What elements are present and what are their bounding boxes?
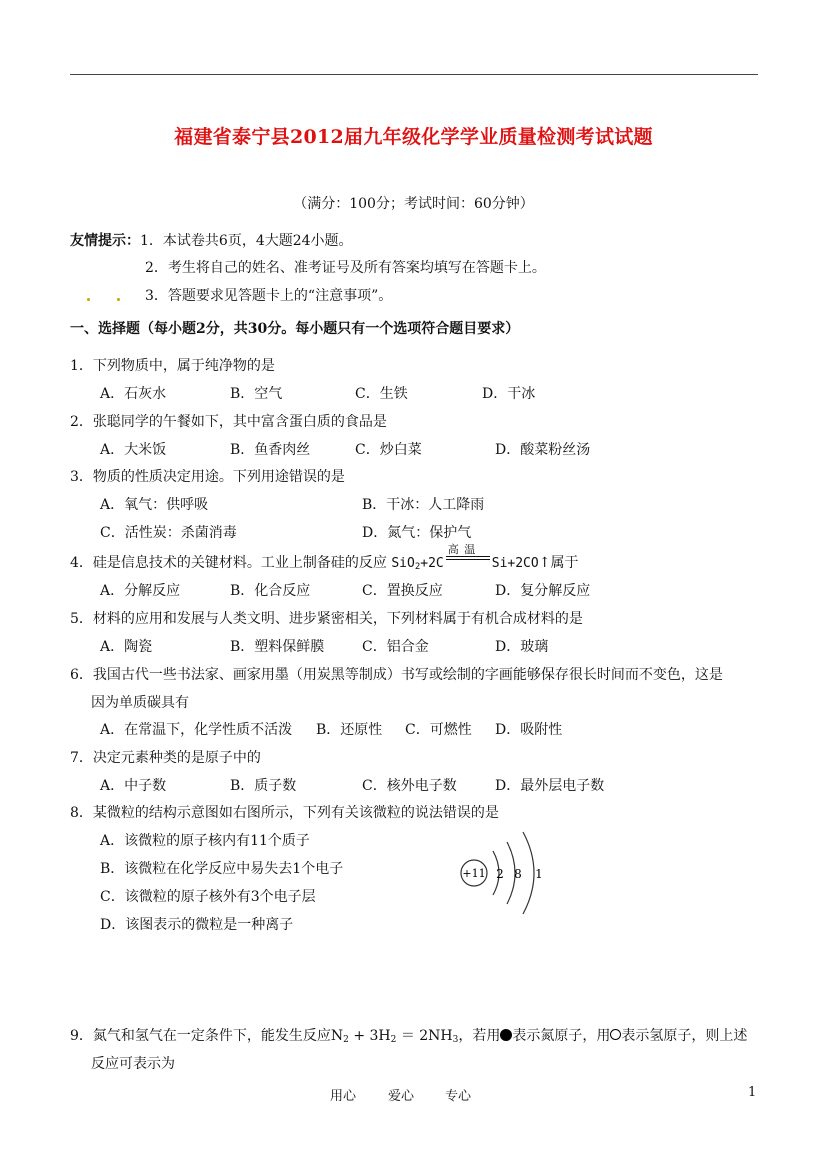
q1-option-b: B．空气	[230, 386, 283, 402]
footer-text-mid: 爱心	[388, 1089, 415, 1104]
footer-text-right: 专心	[445, 1089, 472, 1104]
q3-option-c: C．活性炭：杀菌消毒	[100, 525, 237, 541]
tip-2: 2．考生将自己的姓名、准考证号及所有答案均填写在答题卡上。	[145, 260, 546, 276]
q4-condition: 高 温	[447, 543, 477, 556]
q4-reactant-post: +2C	[420, 556, 444, 571]
q5-option-d: D．玻璃	[495, 639, 549, 655]
q3-option-a: A．氧气：供呼吸	[100, 497, 209, 513]
q4-option-a: A．分解反应	[100, 583, 181, 599]
q1-option-d: D．干冰	[482, 386, 536, 402]
decor-dot	[117, 298, 120, 301]
q4-product: Si+2CO	[491, 556, 539, 571]
q2-option-d: D．酸菜粉丝汤	[495, 442, 591, 458]
q8-option-d: D．该图表示的微粒是一种离子	[100, 917, 294, 933]
q4-gas-arrow: ↑	[538, 555, 551, 571]
q1-stem: 1．下列物质中，属于纯净物的是	[70, 358, 275, 374]
q6-option-a: A．在常温下，化学性质不活泼	[100, 722, 293, 738]
tip-1: 1．本试卷共6页，4大题24小题。	[140, 233, 353, 249]
q3-option-d: D．氮气：保护气	[362, 525, 472, 541]
section-1-heading: 一、选择题（每小题2分，共30分。每小题只有一个选项符合题目要求）	[70, 321, 520, 337]
q9-stem-a: 9．氮气和氢气在一定条件下，能发生反应N	[70, 1028, 344, 1044]
q3-stem: 3．物质的性质决定用途。下列用途错误的是	[70, 469, 345, 485]
q6-option-c: C．可燃性	[405, 722, 472, 738]
q7-option-a: A．中子数	[100, 778, 167, 794]
tip-3: 3．答题要求见答题卡上的“注意事项”。	[145, 288, 393, 304]
q9-stem	[70, 1025, 747, 1045]
shell-3-electrons: 1	[535, 867, 543, 881]
hydrogen-atom-icon	[610, 1029, 621, 1040]
q5-stem: 5．材料的应用和发展与人类文明、进步紧密相关，下列材料属于有机合成材料的是	[70, 611, 583, 627]
q9-stem-c: ＝ 2NH	[396, 1028, 453, 1044]
q9-stem-b: + 3H	[348, 1028, 391, 1044]
q3-option-b: B．干冰：人工降雨	[362, 497, 485, 513]
q2-stem: 2．张聪同学的午餐如下，其中富含蛋白质的食品是	[70, 414, 387, 430]
atom-structure-diagram	[455, 826, 555, 922]
q7-stem: 7．决定元素种类的是原子中的	[70, 750, 261, 766]
q5-option-a: A．陶瓷	[100, 639, 153, 655]
tip-line-1	[70, 230, 353, 250]
q1-option-c: C．生铁	[355, 386, 408, 402]
q9-sub-2: 2	[390, 1035, 397, 1045]
shell-arc-3	[523, 832, 534, 914]
q2-option-c: C．炒白菜	[355, 442, 422, 458]
q4-reactant-sub: 2	[414, 562, 421, 572]
shell-1-electrons: 2	[496, 867, 504, 881]
q8-option-a: A．该微粒的原子核内有11个质子	[100, 833, 310, 849]
q4-stem	[70, 543, 579, 572]
header-rule	[70, 74, 758, 75]
q2-option-b: B．鱼香肉丝	[230, 442, 311, 458]
q6-stem-line1: 6．我国古代一些书法家、画家用墨（用炭黑等制成）书写或绘制的字画能够保存很长时间而不变色，这是	[70, 667, 723, 683]
q7-option-d: D．最外层电子数	[495, 778, 605, 794]
q8-option-c: C．该微粒的原子核外有3个电子层	[100, 889, 316, 905]
q5-option-b: B．塑料保鲜膜	[230, 639, 325, 655]
q7-option-b: B．质子数	[230, 778, 297, 794]
q8-stem: 8．某微粒的结构示意图如右图所示，下列有关该微粒的说法错误的是	[70, 805, 499, 821]
q8-option-b: B．该微粒在化学反应中易失去1个电子	[100, 861, 344, 877]
footer-text-left: 用心	[330, 1089, 357, 1104]
page-title: 福建省泰宁县2012届九年级化学学业质量检测考试试题	[174, 126, 653, 148]
page-number: 1	[748, 1085, 757, 1100]
q9-sub-1: 2	[343, 1035, 349, 1045]
q9-stem-f: 表示氢原子，则上述	[621, 1028, 748, 1044]
nucleus-label: +11	[462, 867, 486, 880]
q9-stem-e: 表示氮原子，用	[512, 1028, 611, 1044]
q4-stem-pre: 4．硅是信息技术的关键材料。工业上制备硅的反应	[70, 555, 392, 571]
q4-reactant: SiO	[391, 556, 415, 571]
exam-meta: （满分：100分；考试时间：60分钟）	[293, 196, 534, 212]
q9-stem-line2: 反应可表示为	[91, 1056, 175, 1072]
tips-label: 友情提示：	[70, 233, 140, 249]
q9-stem-d: ，若用	[458, 1028, 501, 1044]
q6-stem-line2: 因为单质碳具有	[91, 695, 189, 711]
q5-option-c: C．铝合金	[362, 639, 429, 655]
q9-sub-3: 3	[452, 1035, 459, 1045]
q6-option-b: B．还原性	[316, 722, 383, 738]
q4-option-d: D．复分解反应	[495, 583, 591, 599]
q6-option-d: D．吸附性	[495, 722, 563, 738]
q4-option-b: B．化合反应	[230, 583, 311, 599]
q7-option-c: C．核外电子数	[362, 778, 457, 794]
q4-option-c: C．置换反应	[362, 583, 443, 599]
q2-option-a: A．大米饭	[100, 442, 167, 458]
shell-2-electrons: 8	[514, 867, 522, 881]
decor-dot	[87, 298, 90, 301]
q1-option-a: A．石灰水	[100, 386, 167, 402]
q4-stem-post: 属于	[550, 555, 579, 571]
q4-reaction-arrow	[444, 543, 492, 567]
nitrogen-atom-icon	[500, 1029, 512, 1041]
